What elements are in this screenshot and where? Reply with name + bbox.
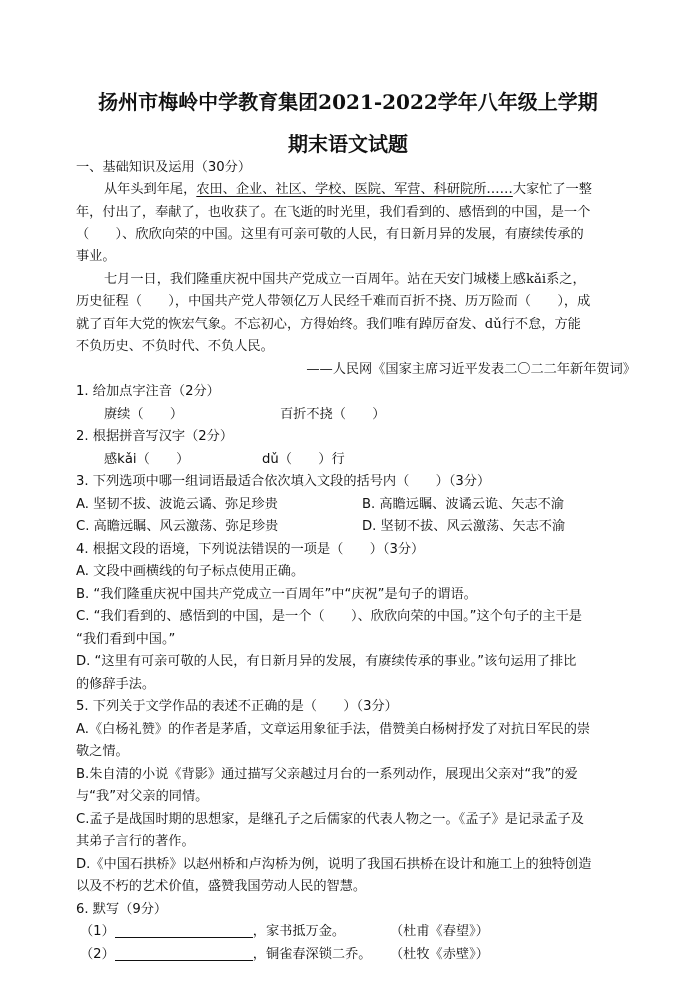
question-5-option-c-cont: 其弟子言行的著作。	[76, 834, 195, 849]
answer-blank[interactable]	[115, 946, 253, 961]
dictation-number: （1）	[80, 924, 115, 939]
question-3-option-b: B. 高瞻远瞩、波谲云诡、矢志不渝	[362, 497, 565, 512]
question-4-option-b: B. “我们隆重庆祝中国共产党成立一百周年”中“庆祝”是句子的谓语。	[76, 587, 477, 602]
passage-line: 七月一日，我们隆重庆祝中国共产党成立一百周年。站在天安门城楼上感kǎi系之，	[104, 272, 586, 287]
question-2-item-a: 感kǎi（ ）	[104, 452, 190, 467]
passage-line: （ ）、欣欣向荣的中国。这里有可亲可敬的人民，有日新月异的发展，有赓续传承的	[76, 227, 584, 242]
question-4-option-c: C. “我们看到的、感悟到的中国，是一个（ ）、欣欣向荣的中国。”这个句子的主干是	[76, 609, 582, 624]
question-5-option-c: C.孟子是战国时期的思想家，是继孔子之后儒家的代表人物之一。《孟子》是记录孟子及	[76, 812, 584, 827]
question-5-option-d-cont: 以及不朽的艺术价值，盛赞我国劳动人民的智慧。	[76, 879, 367, 894]
question-5-option-d: D.《中国石拱桥》以赵州桥和卢沟桥为例，说明了我国石拱桥在设计和施工上的独特创造	[76, 857, 592, 872]
answer-blank[interactable]	[115, 923, 253, 938]
question-6-stem: 6. 默写（9分）	[76, 902, 168, 917]
question-4-option-d-cont: 的修辞手法。	[76, 677, 156, 692]
question-5-option-b-cont: 与“我”对父亲的同情。	[76, 789, 209, 804]
question-4-option-a: A. 文段中画横线的句子标点使用正确。	[76, 564, 305, 579]
question-3-option-d: D. 坚韧不拔、风云激荡、矢志不渝	[362, 519, 566, 534]
question-1-item-b: 百折不挠（ ）	[280, 407, 386, 422]
dictation-source-1: （杜甫《春望》）	[390, 924, 489, 939]
question-3-option-a: A. 坚韧不拔、波诡云谲、弥足珍贵	[76, 497, 278, 512]
dictation-line-2	[80, 946, 440, 964]
dictation-text: ，铜雀春深锁二乔。	[252, 947, 372, 962]
passage-line: 事业。	[76, 249, 116, 264]
exam-title-line1: 扬州市梅岭中学教育集团2021-2022学年八年级上学期	[98, 90, 598, 114]
passage-source: ——人民网《国家主席习近平发表二〇二二年新年贺词》	[306, 362, 636, 377]
exam-title-line2: 期末语文试题	[288, 132, 408, 156]
question-5-option-a: A.《白杨礼赞》的作者是茅盾，文章运用象征手法，借赞美白杨树抒发了对抗日军民的崇	[76, 722, 591, 737]
dictation-number: （2）	[80, 947, 115, 962]
passage-text: 大家忙了一整	[512, 182, 592, 197]
question-2-stem: 2. 根据拼音写汉字（2分）	[76, 429, 234, 444]
passage-line	[104, 181, 636, 199]
question-4-option-d: D. “这里有可亲可敬的人民，有日新月异的发展，有赓续传承的事业。”该句运用了排比	[76, 654, 577, 669]
question-1-item-a: 赓续（ ）	[104, 407, 184, 422]
question-3-option-c: C. 高瞻远瞩、风云激荡、弥足珍贵	[76, 519, 279, 534]
question-5-option-b: B.朱自清的小说《背影》通过描写父亲越过月台的一系列动作，展现出父亲对“我”的爱	[76, 767, 578, 782]
passage-line: 就了百年大党的恢宏气象。不忘初心，方得始终。我们唯有踔厉奋发、dǔ行不怠，方能	[76, 317, 581, 332]
dictation-line-1	[80, 923, 440, 941]
question-1-stem: 1. 给加点字注音（2分）	[76, 384, 220, 399]
passage-line: 历史征程（ ），中国共产党人带领亿万人民经千难而百折不挠、历万险而（ ），成	[76, 294, 591, 309]
question-3-stem: 3. 下列选项中哪一组词语最适合依次填入文段的括号内（ ）（3分）	[76, 474, 491, 489]
question-5-stem: 5. 下列关于文学作品的表述不正确的是（ ）（3分）	[76, 699, 398, 714]
question-5-option-a-cont: 敬之情。	[76, 744, 129, 759]
dictation-source-2: （杜牧《赤壁》）	[390, 947, 489, 962]
passage-line: 不负历史、不负时代、不负人民。	[76, 339, 274, 354]
dictation-text: ，家书抵万金。	[252, 924, 346, 939]
question-2-item-b: dǔ（ ）行	[262, 452, 345, 467]
question-4-option-c-cont: “我们看到中国。”	[76, 632, 176, 647]
passage-text: 从年头到年尾，	[104, 182, 197, 197]
question-4-stem: 4. 根据文段的语境，下列说法错误的一项是（ ）（3分）	[76, 542, 425, 557]
section-heading: 一、基础知识及运用（30分）	[76, 160, 252, 175]
underlined-sentence: 农田、企业、社区、学校、医院、军营、科研院所……	[196, 182, 513, 197]
passage-line: 年，付出了，奉献了，也收获了。在飞逝的时光里，我们看到的、感悟到的中国，是一个	[76, 205, 591, 220]
